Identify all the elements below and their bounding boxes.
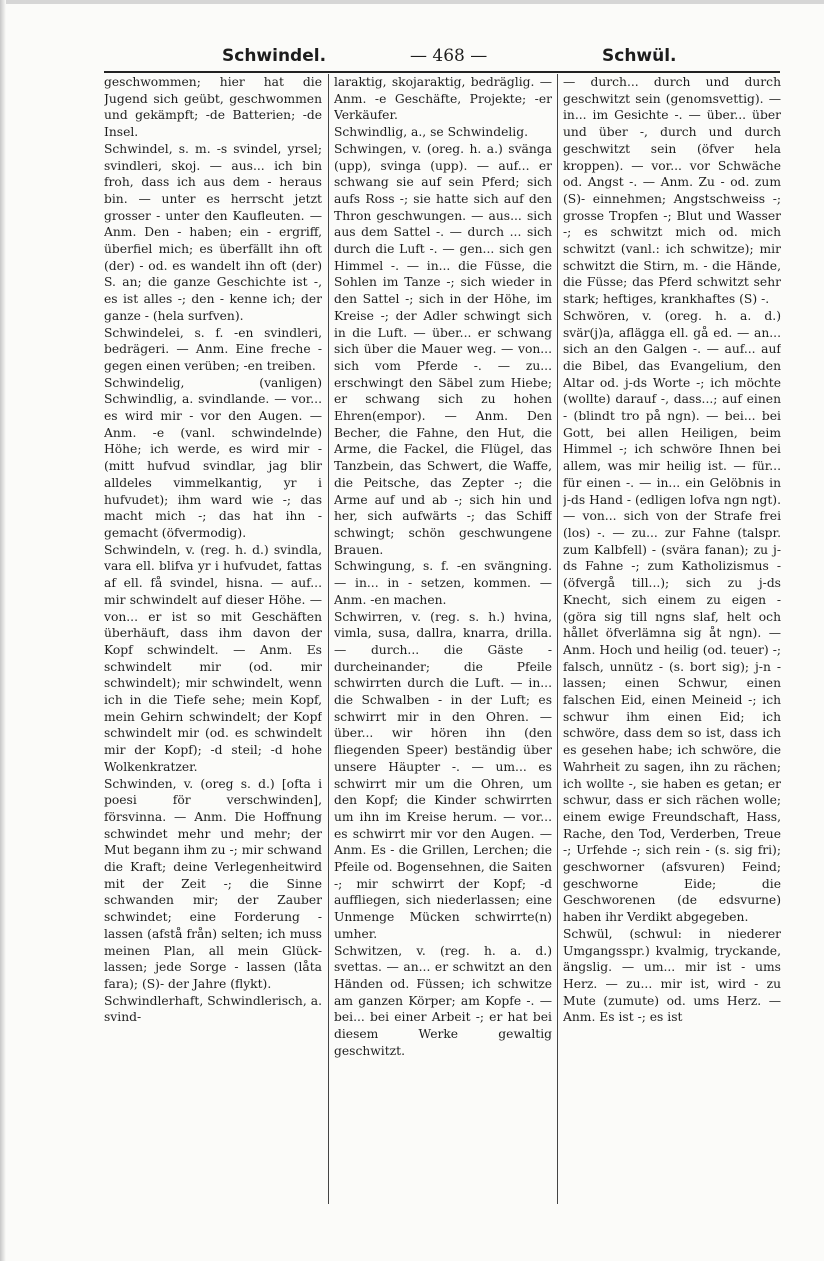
entry-schwingen: Schwingen, v. (oreg. h. a.) svänga (upp), svinga (upp). — auf... er schwang sie auf sein Pferd; sich aufs Ross -; sie hatte sich auf den Thron geschwungen. — aus... sich aus dem Sattel -. — durch ... sich durch die Luft -. — gen... sich gen Himmel -. — in... die Füsse, die Sohlen im Tanze -; sich wieder in den Sattel -; sich in der Höhe, im Kreise -; der Adler schwingt sich in die Luft. — über... er schwang sich über die Mauer weg. — von... sich vom Pferde -. — zu... erschwingt den Säbel zum Hiebe; er schwang sich zu hohen Ehren(empor). — Anm. Den Becher, die Fahne, den Hut, die Arme, die Fackel, die Flügel, das Tanzbein, das Schwert, die Waffe, die Peitsche, das Zepter -; die Arme auf und ab -; sich hin und her, sich aufwärts -; das Schiff schwingt; schön geschwungene Brauen. (334, 141, 552, 557)
entry-schwingung: Schwingung, s. f. -en svängning. — in... in - setzen, kommen. — Anm. -en machen. (334, 559, 552, 607)
running-header (0, 40, 824, 72)
entry-paragraph: laraktig, skojaraktig, bedräglig. — Anm. -e Geschäfte, Projekte; -er Verkäufer. (334, 75, 552, 123)
entry-schwindeln: Schwindeln, v. (reg. h. d.) svindla, vara ell. blifva yr i hufvudet, fattas af ell. få svindel, hisna. — auf... mir schwindelt auf dieser Höhe. — von... er ist so mit Geschäften überhäuft, dass ihm davon der Kopf schwindelt. — Anm. Es schwindelt mir (od. mir schwindelt); mir schwindelt, wenn ich in die Tiefe sehe; mein Kopf, mein Gehirn schwindelt; der Kopf schwindelt mir (od. es schwindelt mir der Kopf); -d steil; -d hohe Wolkenkratzer. (104, 542, 322, 774)
entry-schwindelei: Schwindelei, s. f. -en svindleri, bedrägeri. — Anm. Eine freche - gegen einen verüben; -en treiben. (104, 325, 322, 373)
entry-schwitzen: Schwitzen, v. (reg. h. a. d.) svettas. — an... er schwitzt an den Händen od. Füssen; ich schwitze am ganzen Körper; am Kopfe -. — bei... bei einer Arbeit -; er hat bei diesem Werke gewaltig geschwitzt. (334, 943, 552, 1058)
entry-schwoeren: Schwören, v. (oreg. h. a. d.) svär(j)a, aflägga ell. gå ed. — an... sich an den Galgen -. — auf... auf die Bibel, das Evangelium, den Altar od. j-ds Worte -; ich möchte (wollte) darauf -, dass...; auf einen - (blindt tro på ngn). — bei... bei Gott, bei allen Heiligen, beim Himmel -; ich schwöre Ihnen bei allem, was mir heilig ist. — für... für einen -. — in... ein Gelöbnis in j-ds Hand - (edligen lofva ngn ngt). — von... sich von der Strafe frei (los) -. — zu... zur Fahne (talspr. zum Kalbfell) - (svära fanan); zu j-ds Fahne -; zum Katholizismus - (öfvergå till...); sich zu j-ds Knecht, sich einem zu eigen - (göra sig till ngns slaf, helt och hållet öfverlämna sig åt ngn). — Anm. Hoch und heilig (od. teuer) -; falsch, unnütz - (s. bort sig); j-n - lassen; einen Schwur, einen falschen Eid, einen Meineid -; ich schwur ihm einen Eid; ich schwöre, dass dem so ist, dass ich es gesehen habe; ich schwöre, die Wahrheit zu sagen, ihn zu rächen; ich wollte -, sie haben es getan; er schwur, dass er sich rächen wolle; einem ewige Freundschaft, Hass, Rache, den Tod, Verderben, Treue -; Urfehde -; sich rein - (s. sig fri); geschworner (afsvuren) Feind; geschworne Eide; die Geschworenen (de edsvurne) haben ihr Verdikt abgegeben. (563, 308, 781, 925)
header-right-word: Schwül. (602, 46, 677, 66)
entry-paragraph: geschwommen; hier hat die Jugend sich geübt, geschwommen und gekämpft; -de Batterien; -de Insel. (104, 75, 322, 140)
column-divider (557, 74, 558, 1204)
entry-schwuel: Schwül, (schwul: in niederer Umgangsspr.) kvalmig, tryckande, ängslig. — um... mir ist - ums Herz. — zu... mir ist, wird - zu Mute (zumute) od. ums Herz. — Anm. Es ist -; es ist (563, 926, 781, 1025)
entry-schwinden: Schwinden, v. (oreg s. d.) [ofta i poesi för verschwinden], försvinna. — Anm. Die Hoffnung schwindet mehr und mehr; der Mut begann ihm zu -; mir schwand die Kraft; deine Verlegenheitwird mit der Zeit -; die Sinne schwanden mir; der Zauber schwindet; eine Forderung - lassen (afstå från) selten; ich muss meinen Plan, all mein Glück- lassen; jede Sorge - lassen (låta fara); (S)- der Jahre (flykt). (104, 776, 322, 991)
entry-schwindel: Schwindel, s. m. -s svindel, yrsel; svindleri, skoj. — aus... ich bin froh, dass ich aus dem - heraus bin. — unter es herrscht jetzt grosser - unter den Kaufleuten. — Anm. Den - haben; ein - ergriff, überfiel mich; es überfällt ihn oft (der) - od. es wandelt ihn oft (der) S. an; die ganze Geschichte ist -, es ist alles -; den - kenne ich; der ganze - (hela surfven). (104, 141, 322, 323)
column-middle (334, 74, 552, 1204)
entry-schwindlerhaft: Schwindlerhaft, Schwindlerisch, a. svind- (104, 993, 322, 1025)
page-number: — 468 — (410, 46, 488, 66)
entry-schwindlig: Schwindlig, a., se Schwindelig. (334, 125, 528, 140)
page-left-edge (0, 0, 6, 1261)
entry-schwirren: Schwirren, v. (reg. s. h.) hvina, vimla, susa, dallra, knarra, drilla. — durch... die Gäste - durcheinander; die Pfeile schwirrten durch die Luft. — in... die Schwalben - in der Luft; es schwirrt mir in den Ohren. — über... wir hören ihn (den fliegenden Speer) beständig über unsere Häupter -. — um... es schwirrt mir um die Ohren, um den Kopf; die Kinder schwirrten um ihn im Kreise herum. — vor... es schwirrt mir vor den Augen. — Anm. Es - die Grillen, Lerchen; die Pfeile od. Bogensehnen, die Saiten -; mir schwirrt der Kopf; -d auffliegen, sich niederlassen; eine Unmenge Mücken schwirrte(n) umher. (334, 609, 552, 941)
header-left-word: Schwindel. (222, 46, 327, 66)
column-right (563, 74, 781, 1204)
header-rule (104, 71, 780, 73)
entry-paragraph: — durch... durch und durch geschwitzt sein (genomsvettig). — in... im Gesichte -. — über... über und über -, durch und durch geschwitzt sein (öfver hela kroppen). — vor... vor Schwäche od. Angst -. — Anm. Zu - od. zum (S)- einnehmen; Angstschweiss -; grosse Tropfen -; Blut und Wasser -; es schwitzt mich od. mich schwitzt (vanl.: ich schwitze); mir schwitzt die Stirn, m. - die Hände, die Füsse; das Pferd schwitzt sehr stark; heftiges, krankhaftes (S) -. (563, 75, 781, 307)
column-divider (328, 74, 329, 1204)
entry-schwindelig: Schwindelig, (vanligen) Schwindlig, a. svindlande. — vor... es wird mir - vor den Augen. — Anm. -e (vanl. schwindelnde) Höhe; ich werde, es wird mir - (mitt hufvud svindlar, jag blir alldeles vimmelkantig, yr i hufvudet); ihm ward wie -; das macht mich -; das hat ihn - gemacht (öfvermodig). (104, 375, 322, 540)
column-left (104, 74, 322, 1204)
page-top-edge (0, 0, 824, 4)
